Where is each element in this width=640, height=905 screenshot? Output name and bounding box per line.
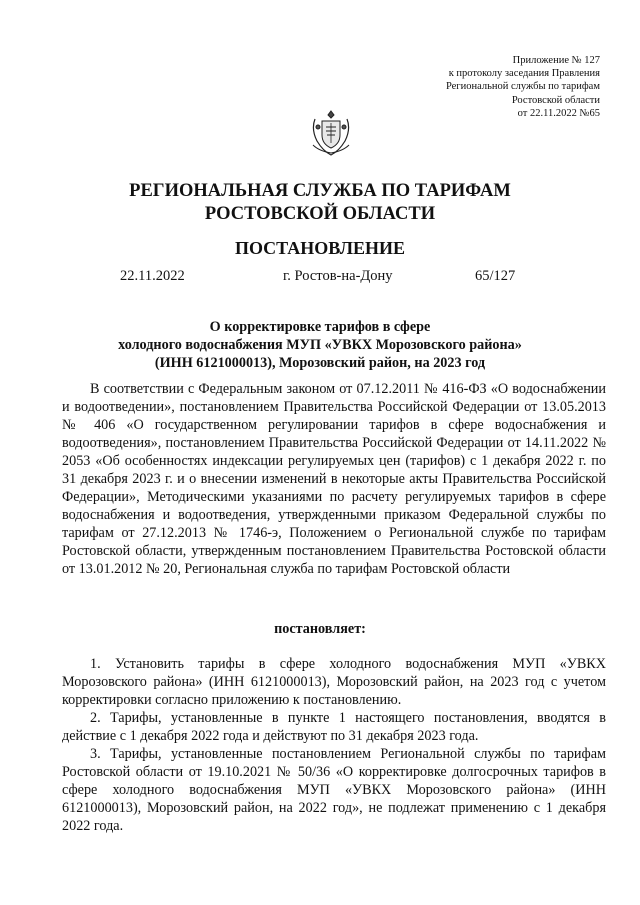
appendix-line: Ростовской области	[511, 94, 600, 106]
appendix-line: Региональной службы по тарифам	[445, 81, 600, 93]
appendix-line: Приложение № 127	[512, 55, 600, 66]
document-subject	[0, 318, 640, 372]
decree-word: постановляет:	[274, 621, 366, 637]
subject-line: О корректировке тарифов в сфере	[209, 319, 431, 335]
appendix-block	[360, 54, 600, 120]
appendix-line: от 22.11.2022 №65	[517, 107, 600, 119]
document-place: г. Ростов-на-Дону	[283, 268, 393, 284]
document-type: ПОСТАНОВЛЕНИЕ	[234, 238, 406, 258]
agency-name-line: РЕГИОНАЛЬНАЯ СЛУЖБА ПО ТАРИФАМ	[129, 181, 511, 201]
document-date: 22.11.2022	[120, 268, 185, 284]
subject-line: (ИНН 6121000013), Морозовский район, на 2023 год	[154, 355, 486, 371]
agency-name-line: РОСТОВСКОЙ ОБЛАСТИ	[204, 204, 436, 224]
subject-line: холодного водоснабжения МУП «УВКХ Морозовского района»	[118, 337, 522, 353]
decree-item: 2. Тарифы, установленные в пункте 1 настоящего постановления, вводятся в действие с 1 декабря 2022 года и действуют по 31 декабря 2023 года.	[62, 710, 606, 744]
document-number: 65/127	[475, 268, 516, 284]
agency-name	[0, 180, 640, 226]
decree-items	[62, 655, 606, 835]
decree-item: 3. Тарифы, установленные постановлением Региональной службы по тарифам Ростовской области от 19.10.2021 № 50/36 «О корректировке долгосрочных тарифов в сфере холодного водоснабжения МУП «УВКХ Морозовского района» (ИНН 6121000013), Морозовский район, на 2022 год», не подлежат применению с 1 декабря 2022 года.	[62, 746, 606, 834]
appendix-line: к протоколу заседания Правления	[448, 68, 600, 80]
preamble-paragraph: В соответствии с Федеральным законом от 07.12.2011 № 416-ФЗ «О водоснабжении и водоотведении», постановлением Правительства Российской Федерации от 13.05.2013 № 406 «О государственном регулировании тарифов в сфере водоснабжения и водоотведения», постановлением Правительства Российской Федерации от 14.11.2022 № 2053 «Об особенностях индексации регулируемых цен (тарифов) с 1 декабря 2022 г. по 31 декабря 2023 г. и о внесении изменений в некоторые акты Правительства Российской Федерации», Методическими указаниями по расчету регулируемых тарифов в сфере водоснабжения и водоотведения, утвержденными приказом Федеральной службы по тарифам от 27.12.2013 № 1746-э, Положением о Региональной службе по тарифам Ростовской области, утвержденным постановлением Правительства Ростовской области от 13.01.2012 № 20, Региональная служба по тарифам Ростовской области	[62, 381, 606, 577]
decree-item: 1. Установить тарифы в сфере холодного водоснабжения МУП «УВКХ Морозовского района» (ИНН 6121000013), Морозовский район, на 2023 год с учетом корректировки согласно приложению к постановлению.	[62, 656, 606, 708]
coat-of-arms-icon	[309, 109, 353, 157]
